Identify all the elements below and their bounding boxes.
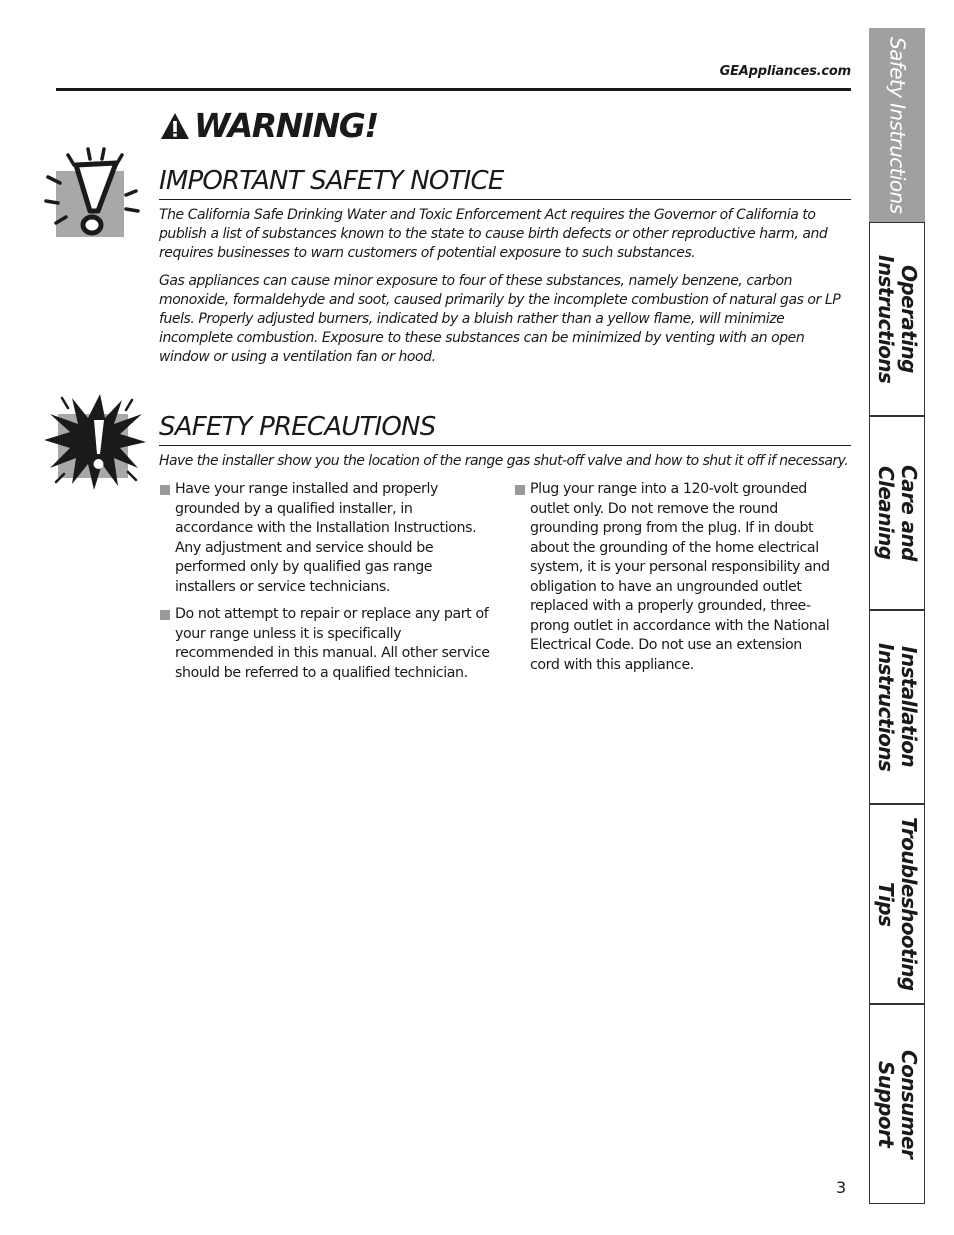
- notice-rule: [159, 199, 851, 200]
- warning-title: WARNING!: [194, 106, 378, 145]
- notice-paragraph-2: Gas appliances can cause minor exposure to four of these substances, namely benzene, carbon monoxide, formaldehyde and soot, caused primarily by the incomplete combustion of natural gas or LP fuels. Properly adjusted burners, indicated by a bluish rather than a yellow flame, will minimize incomplete combustion. Exposure to these substances can be minimized by venting with an open window or using a ventilation fan or hood.: [159, 273, 841, 365]
- precautions-rule: [159, 445, 851, 446]
- tab-label: Installation Instructions: [874, 642, 921, 772]
- exclamation-burst-icon: [42, 388, 150, 494]
- list-item-text: Have your range installed and properly grounded by a qualified installer, in accordance with the Installation Instructions. Any adjustment and service should be performed only by qualified gas range installers or service technicians.: [175, 481, 477, 595]
- tab-installation-instructions[interactable]: [869, 610, 925, 804]
- list-item: [159, 605, 494, 683]
- page-number: 3: [836, 1178, 847, 1197]
- tab-operating-instructions[interactable]: [869, 222, 925, 416]
- list-item: [514, 480, 834, 675]
- precautions-right-column: [514, 480, 834, 683]
- warning-triangle-icon: [160, 112, 190, 140]
- notice-title: IMPORTANT SAFETY NOTICE: [159, 166, 504, 196]
- tab-label: Troubleshooting Tips: [874, 817, 921, 991]
- tab-label: Care and Cleaning: [874, 465, 921, 561]
- bullet-square-icon: [160, 485, 170, 495]
- list-item-text: Plug your range into a 120-volt grounded outlet only. Do not remove the round grounding prong from the plug. If in doubt about the grounding of the home electrical system, it is your personal responsibility and obligation to have an ungrounded outlet replaced with a properly grounded, three-prong outlet in accordance with the National Electrical Code. Do not use an extension cord with this appliance.: [530, 481, 830, 673]
- tab-troubleshooting-tips[interactable]: [869, 804, 925, 1004]
- tab-safety-instructions[interactable]: [869, 28, 925, 222]
- tab-care-and-cleaning[interactable]: [869, 416, 925, 610]
- precautions-left-column: [159, 480, 494, 691]
- tab-label: Operating Instructions: [874, 254, 921, 384]
- list-item: [159, 480, 494, 597]
- bullet-square-icon: [515, 485, 525, 495]
- header-rule: [56, 88, 851, 91]
- precautions-title: SAFETY PRECAUTIONS: [159, 412, 436, 442]
- warning-heading: [160, 106, 378, 145]
- exclamation-icon: [42, 145, 146, 241]
- tab-consumer-support[interactable]: [869, 1004, 925, 1204]
- bullet-square-icon: [160, 610, 170, 620]
- list-item-text: Do not attempt to repair or replace any part of your range unless it is specifically recommended in this manual. All other service should be referred to a qualified technician.: [175, 606, 490, 681]
- tab-label: Consumer Support: [874, 1049, 921, 1159]
- site-url: GEAppliances.com: [719, 64, 851, 79]
- tab-label: Safety Instructions: [885, 36, 910, 214]
- notice-paragraph-1: The California Safe Drinking Water and Toxic Enforcement Act requires the Governor of California to publish a list of substances known to the state to cause birth defects or other reproductive harm, and requires businesses to warn customers of potential exposure to such substances.: [159, 207, 828, 261]
- precautions-intro: Have the installer show you the location of the range gas shut-off valve and how to shut it off if necessary.: [159, 453, 849, 469]
